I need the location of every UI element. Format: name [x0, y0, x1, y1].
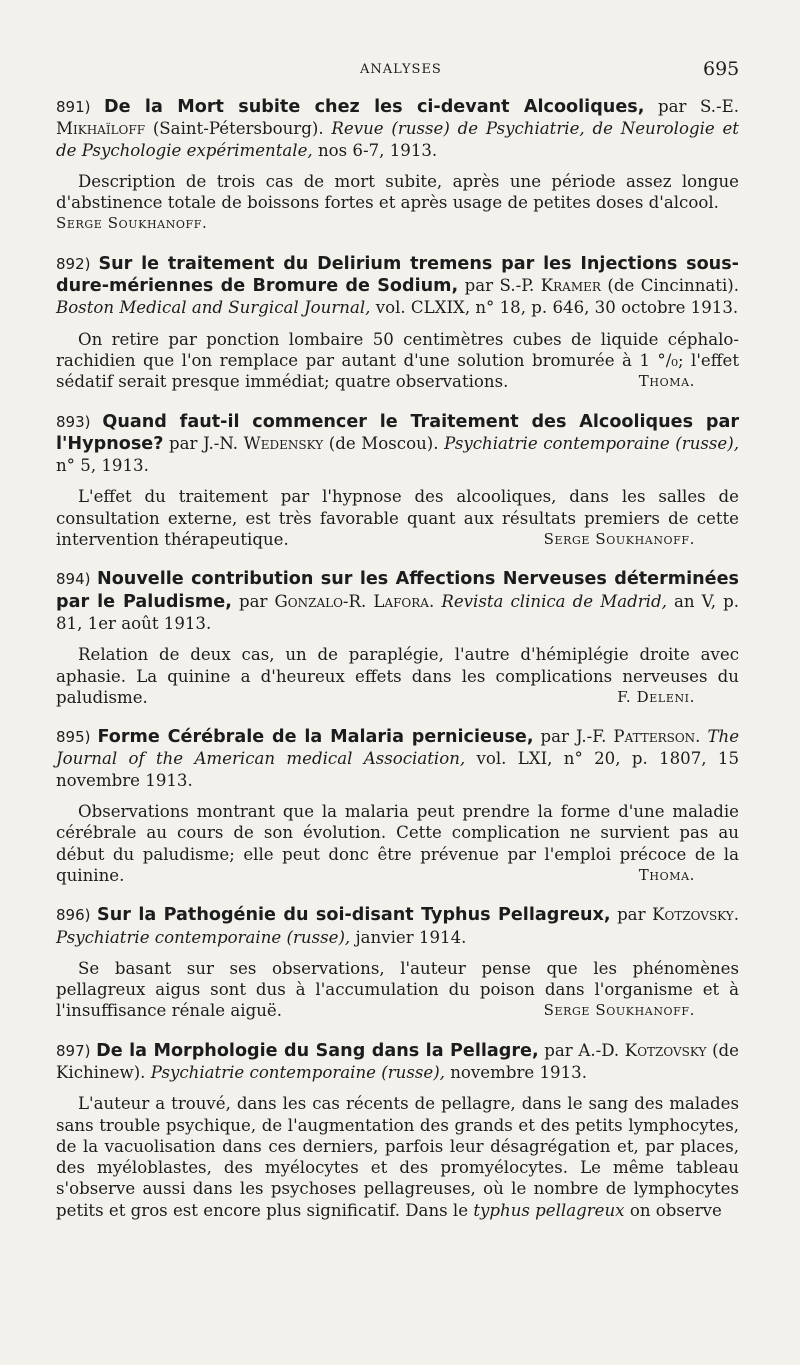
entry-body-end: on observe — [629, 1200, 722, 1220]
entry-body-with-signature — [56, 644, 739, 708]
entry-heading — [56, 96, 739, 161]
entry-author: S.-E. Mikhaïloff — [56, 97, 739, 139]
entry-number: 896) — [56, 906, 91, 925]
entry-signature: F. Deleni. — [617, 687, 695, 706]
entry-number: 897) — [56, 1041, 91, 1060]
entry-body-italic: typhus pellagreux — [473, 1200, 625, 1220]
entry-citation: novembre 1913. — [450, 1062, 587, 1082]
entry-journal: Revista clinica de Madrid, — [441, 591, 667, 611]
entry-journal: Psychiatrie contemporaine (russe), — [56, 927, 351, 947]
entry-journal: Psychiatrie contemporaine (russe), — [150, 1062, 445, 1082]
entry-citation: an V, p. 81, 1er août 1913. — [56, 591, 739, 633]
running-head: ANALYSES — [360, 62, 442, 77]
entry-journal: Boston Medical and Surgical Journal, — [56, 298, 371, 318]
entry-author: A.-D. Kotzovsky — [578, 1040, 707, 1060]
entry-citation: vol. LXI, n° 20, p. 1807, 15 novembre 1913. — [56, 749, 739, 790]
entry-author: J.-F. Patterson. — [575, 727, 701, 747]
entry-heading — [56, 568, 739, 634]
entry-heading — [56, 726, 739, 791]
entry-body-with-signature — [56, 329, 739, 393]
entry-par: par — [169, 433, 198, 453]
entry-body-with-signature — [56, 801, 739, 886]
entry-heading — [56, 904, 739, 948]
analysis-entry-891 — [56, 96, 739, 235]
entry-number: 893) — [56, 412, 91, 431]
entry-title: Sur le traitement du Delirium tremens par les Injections sous-dure-mériennes de Bromure de Sodium, — [56, 253, 739, 297]
entry-body: Observations montrant que la malaria peut prendre la forme d'une maladie cérébrale au cours de son évolution. Cette complication ne survient pas au début du paludisme; elle peut donc être prévenue par l'emploi précoce de la quinine. — [56, 802, 739, 885]
entry-body: Se basant sur ses observations, l'auteur pense que les phénomènes pellagreux aigus sont dus à l'accumulation du poison dans l'organisme et à l'insuffisance rénale aiguë. — [56, 958, 739, 1021]
entry-number: 892) — [56, 254, 91, 273]
analysis-entry-893 — [56, 411, 739, 551]
entry-signature: Serge Soukhanoff. — [543, 530, 695, 549]
entry-title: De la Mort subite chez les ci-devant Alcooliques, — [104, 97, 645, 117]
entry-par: par — [544, 1040, 573, 1060]
entry-citation: janvier 1914. — [355, 927, 467, 947]
entry-author: Kotzovsky. — [652, 905, 740, 925]
entry-par: par — [238, 591, 268, 611]
entry-location: (Saint-Pétersbourg). — [152, 119, 324, 139]
entry-par: par — [617, 905, 646, 925]
entry-par: par — [464, 276, 494, 296]
entry-body: L'effet du traitement par l'hypnose des alcooliques, dans les salles de consultation externe, est très favorable quant aux résultats premiers de cette intervention thérapeutique. — [56, 487, 739, 550]
entry-heading — [56, 1040, 739, 1084]
entry-signature: Thoma. — [638, 865, 695, 884]
entry-title: Forme Cérébrale de la Malaria pernicieuse, — [97, 727, 534, 748]
entry-number: 891) — [56, 98, 91, 116]
analysis-entry-895 — [56, 726, 739, 886]
entry-body: Description de trois cas de mort subite, après une période assez longue d'abstinence totale de boissons fortes et après usage de petites doses d'alcool. — [56, 171, 739, 213]
entry-author: S.-P. Kramer — [499, 276, 601, 296]
entry-journal: Psychiatrie contemporaine (russe), — [444, 433, 739, 453]
entry-title: Nouvelle contribution sur les Affections Nerveuses déterminées par le Paludisme, — [56, 569, 739, 612]
entry-location: (de Moscou). — [328, 433, 439, 453]
entry-citation: n° 5, 1913. — [56, 456, 149, 476]
entry-signature: Thoma. — [638, 372, 695, 391]
entry-par: par — [540, 727, 569, 747]
analysis-entry-896 — [56, 904, 739, 1021]
entry-body-with-signature — [56, 958, 739, 1022]
analyses-list — [56, 96, 739, 1239]
entry-body-with-signature — [56, 486, 739, 550]
entry-body: Relation de deux cas, un de paraplégie, l'autre d'hémiplégie droite avec aphasie. La quinine a d'heureux effets dans les complications nerveuses du paludisme. — [56, 645, 739, 707]
analysis-entry-892 — [56, 253, 739, 393]
entry-signature: Serge Soukhanoff. — [543, 1001, 695, 1020]
entry-par: par — [657, 97, 687, 116]
entry-journal: The Journal of the American medical Association, — [56, 727, 740, 769]
entry-body: On retire par ponction lombaire 50 centimètres cubes de liquide céphalo-rachidien que l'on remplace par autant d'une solution bromurée à 1 °/₀; l'effet sédatif serait presque immédiat; quatre observations. — [56, 329, 739, 392]
entry-number: 895) — [56, 728, 91, 747]
analysis-entry-894 — [56, 568, 739, 708]
entry-journal: Revue (russe) de Psychiatrie, de Neurologie et de Psychologie expérimentale, — [56, 119, 739, 160]
entry-body-text: L'auteur a trouvé, dans les cas récents de pellagre, dans le sang des malades sans trouble psychique, de l'augmentation des grands et des petits lymphocytes, de la vacuolisation dans ces derniers, parfois leur désagrégation et, par places, des myéloblastes, des myélocytes et des promyélocytes. Le même tableau s'observe aussi dans les psychoses pellagreuses, où le nombre de lymphocytes petits et gros est encore plus significatif. Dans le — [56, 1094, 739, 1220]
entry-author: J.-N. Wedensky — [203, 433, 324, 453]
entry-signature: Serge Soukhanoff. — [56, 214, 208, 233]
entry-title: De la Morphologie du Sang dans la Pellagre, — [96, 1040, 539, 1061]
page-number: 695 — [703, 58, 740, 80]
entry-body — [56, 1093, 739, 1221]
entry-title: Quand faut-il commencer le Traitement des Alcooliques par l'Hypnose? — [56, 411, 739, 454]
entry-author: Gonzalo-R. Lafora. — [274, 591, 435, 611]
analysis-entry-897 — [56, 1040, 739, 1221]
entry-heading — [56, 411, 739, 477]
entry-number: 894) — [56, 570, 91, 589]
entry-title: Sur la Pathogénie du soi-disant Typhus Pellagreux, — [97, 905, 611, 926]
page-header — [0, 58, 800, 84]
entry-heading — [56, 253, 739, 319]
entry-citation: nos 6-7, 1913. — [317, 140, 438, 160]
entry-location: (de Cincinnati). — [607, 276, 739, 296]
entry-location: (de Kichinew). — [56, 1040, 739, 1082]
entry-citation: vol. CLXIX, n° 18, p. 646, 30 octobre 1913. — [375, 298, 739, 318]
